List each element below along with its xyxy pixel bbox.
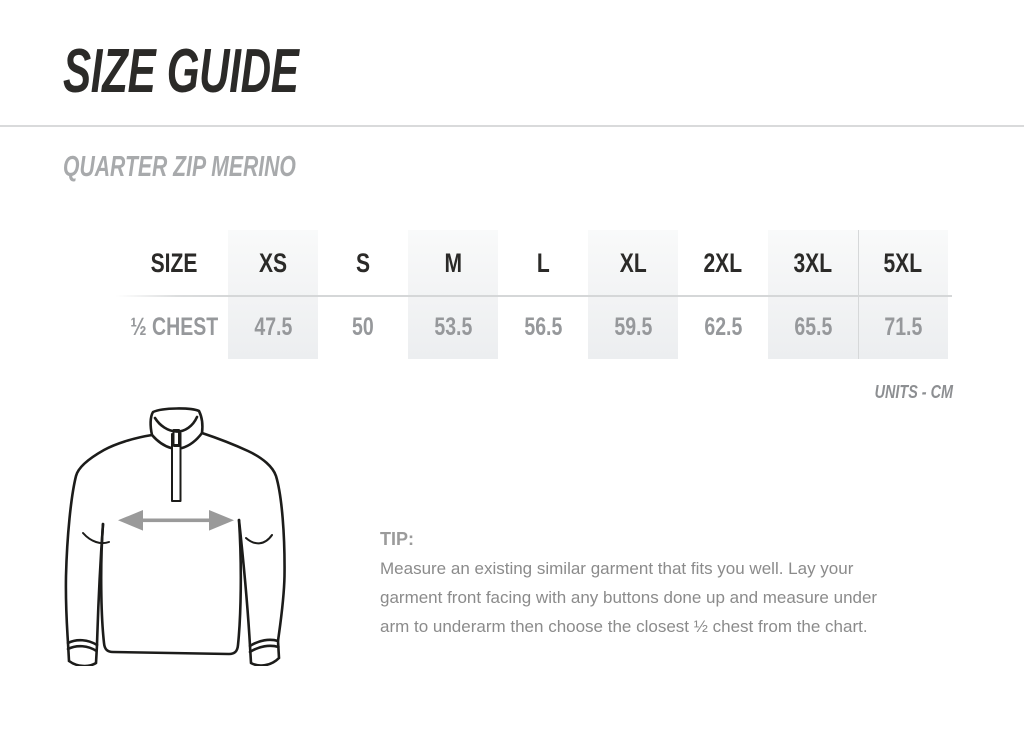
zipper [172, 430, 181, 501]
half-chest-2xl: 62.5 [704, 313, 742, 341]
size-header-s: S [355, 247, 371, 278]
left-elbow-mark [83, 533, 109, 543]
size-chart-grid [120, 230, 948, 359]
tip-line-1: Measure an existing similar garment that fits you well. Lay your [380, 559, 854, 578]
size-header-5xl: 5XL [883, 247, 923, 278]
left-sleeve-outline [66, 435, 152, 643]
page-title-text: SIZE GUIDE [63, 37, 299, 106]
size-header-xl: XL [619, 247, 647, 278]
product-subtitle-text: QUARTER ZIP MERINO [63, 151, 296, 183]
size-header-m: M [444, 247, 462, 278]
half-chest-l: 56.5 [524, 313, 562, 341]
torso-outline [101, 520, 241, 654]
quarter-zip-illustration [63, 406, 289, 666]
product-subtitle [63, 153, 382, 182]
header-divider [0, 125, 1024, 127]
right-elbow-mark [246, 535, 272, 543]
half-chest-arrow [118, 510, 234, 531]
measurement-tip [380, 530, 940, 641]
tip-heading: TIP: [380, 529, 414, 549]
half-chest-3xl: 65.5 [794, 313, 832, 341]
half-chest-xl: 59.5 [614, 313, 652, 341]
tip-line-2: garment front facing with any buttons done up and measure under [380, 588, 878, 607]
half-chest-s: 50 [352, 313, 374, 341]
half-chest-5xl: 71.5 [884, 313, 922, 341]
size-column-header: SIZE [150, 247, 198, 278]
size-header-2xl: 2XL [703, 247, 743, 278]
left-cuff [68, 640, 97, 666]
tip-body [380, 554, 940, 641]
tip-line-3: arm to underarm then choose the closest ½ chest from the chart. [380, 617, 868, 636]
right-cuff [250, 640, 279, 666]
size-chart [120, 230, 948, 359]
size-header-xs: XS [258, 247, 288, 278]
half-chest-row-label: ½ CHEST [130, 313, 218, 341]
right-sleeve-outline [202, 433, 285, 641]
size-header-l: L [536, 247, 550, 278]
units-label: UNITS - CM [874, 382, 953, 402]
half-chest-xs: 47.5 [254, 313, 292, 341]
size-header-3xl: 3XL [793, 247, 833, 278]
page-title [63, 37, 409, 106]
half-chest-m: 53.5 [434, 313, 472, 341]
